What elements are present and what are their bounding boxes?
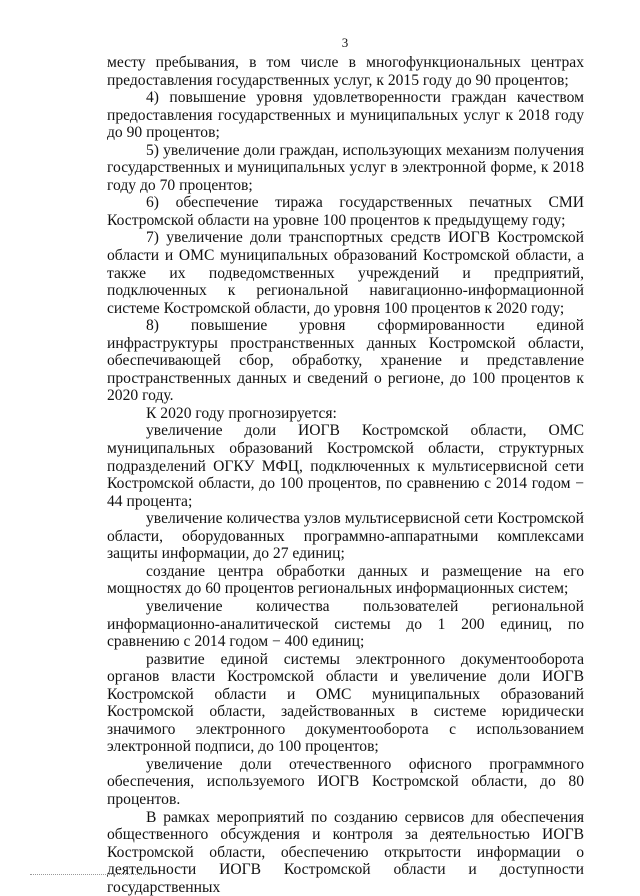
document-body xyxy=(107,54,584,896)
paragraph-forecast-network: увеличение доли ИОГВ Костромской области, ОМС муниципальных образований Костромской области, структурных подразделений ОГКУ МФЦ, подключенных к мультисервисной сети Костромской области, до 100 процентов, по сравнению с 2014 годом − 44 процента; xyxy=(107,422,584,510)
paragraph-item-7: 7) увеличение доли транспортных средств ИОГВ Костромской области и ОМС муниципальных образований Костромской области, а также их подведомственных учреждений и предприятий, подключенных к региональной навигационно-информационной системе Костромской области, до уровня 100 процентов к 2020 году; xyxy=(107,229,584,317)
paragraph-forecast-edo: развитие единой системы электронного документооборота органов власти Костромской области и увеличение доли ИОГВ Костромской области и ОМС муниципальных образований Костромской области, задействованных в системе юридически значимого электронного документооборота с использованием электронной подписи, до 100 процентов; xyxy=(107,650,584,756)
paragraph-item-8: 8) повышение уровня сформированности единой инфраструктуры пространственных данных Костромской области, обеспечивающей сбор, обработку, хранение и представление пространственных данных и сведений о регионе, до 100 процентов к 2020 году. xyxy=(107,317,584,405)
paragraph-services: В рамках мероприятий по созданию сервисов для обеспечения общественного обсуждения и контроля за деятельностью ИОГВ Костромской области, обеспечению открытости информации о деятельности ИОГВ Костромской области и доступности государственных xyxy=(107,808,584,896)
paragraph-forecast-software: увеличение доли отечественного офисного программного обеспечения, используемого ИОГВ Костромской области, до 80 процентов. xyxy=(107,755,584,808)
paragraph-forecast-nodes: увеличение количества узлов мультисервисной сети Костромской области, оборудованных программно-аппаратными комплексами защиты информации, до 27 единиц; xyxy=(107,510,584,563)
paragraph-forecast-users: увеличение количества пользователей региональной информационно-аналитической системы до 1 200 единиц, по сравнению с 2014 годом − 400 единиц; xyxy=(107,597,584,651)
paragraph-forecast-intro: К 2020 году прогнозируется: xyxy=(146,404,337,422)
paragraph-item-5: 5) увеличение доли граждан, использующих механизм получения государственных и муниципальных услуг в электронной форме, к 2018 году до 70 процентов; xyxy=(107,141,584,194)
footer-dotted-line xyxy=(30,874,150,875)
paragraph-forecast-datacenter: создание центра обработки данных и размещение на его мощностях до 60 процентов региональных информационных систем; xyxy=(107,562,584,598)
page-number: 3 xyxy=(341,35,349,50)
paragraph-item-4: 4) повышение уровня удовлетворенности граждан качеством предоставления государственных и муниципальных услуг к 2018 году до 90 процентов; xyxy=(107,89,584,142)
paragraph-continuation: месту пребывания, в том числе в многофункциональных центрах предоставления государственных услуг, к 2015 году до 90 процентов; xyxy=(107,54,584,89)
paragraph-item-6: 6) обеспечение тиража государственных печатных СМИ Костромской области на уровне 100 процентов к предыдущему году; xyxy=(107,194,584,229)
